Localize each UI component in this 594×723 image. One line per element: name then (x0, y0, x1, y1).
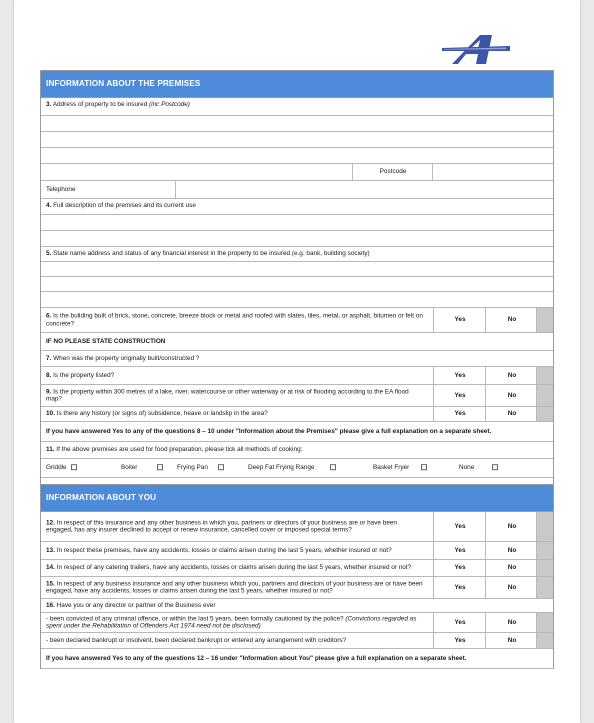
q6-row (41, 308, 553, 333)
q7-text: When was the property originally built/constructed ? (51, 354, 200, 362)
q11-row (41, 442, 553, 459)
q8-row (41, 367, 553, 385)
description-line-1[interactable] (41, 215, 553, 231)
basket-fryer-checkbox[interactable] (421, 465, 427, 471)
if-no-construction-label: IF NO PLEASE STATE CONSTRUCTION (46, 337, 166, 345)
q16-row (41, 599, 553, 613)
q12-no-option[interactable]: No (485, 512, 538, 541)
q4-number: 4. (46, 202, 52, 209)
q10-yes-option[interactable]: Yes (433, 407, 486, 421)
q7-row (41, 351, 553, 367)
address-line-3[interactable] (41, 148, 553, 164)
q15-no-option[interactable]: No (485, 577, 538, 598)
postcode-label: Postcode (379, 168, 407, 176)
q6-yes-option[interactable]: Yes (433, 308, 486, 332)
q16b-no-option[interactable]: No (485, 633, 538, 648)
q14-row (41, 560, 553, 577)
q14-no-option[interactable]: No (485, 560, 538, 576)
q15-row (41, 577, 553, 599)
griddle-checkbox[interactable] (71, 465, 77, 471)
q15-yes-option[interactable]: Yes (433, 577, 486, 598)
q8-text: Is the property listed? (51, 371, 115, 379)
telephone-label: Telephone (46, 185, 76, 193)
q12-text: In respect of this insurance and any other business in which you, partners or directors of your business are or have been engaged, has any insurer declined to accept or renew insurance, cancelled cover or imposed special terms? (46, 518, 397, 534)
q14-yes-option[interactable]: Yes (433, 560, 486, 576)
q5-text: State name address and status of any financial interest in the property to be insured (e.g. bank, building society) (51, 250, 370, 257)
q12-row (41, 512, 553, 542)
q13-row (41, 542, 553, 560)
q10-no-option[interactable]: No (485, 407, 538, 421)
frying-pan-checkbox[interactable] (218, 465, 224, 471)
q10-row (41, 407, 553, 422)
q6-no-option[interactable]: No (485, 308, 538, 332)
q3-text: Address of property to be insured (51, 101, 150, 108)
q11-text: If the above premises are used for food preparation, please tick all methods of cooking: (54, 446, 303, 454)
q7-number: 7. (46, 354, 52, 362)
q15-text: In respect of any business insurance and any other business which you, partners and directors of your business are or have been engaged, have any accidents, losses or claims arisen during the last 5 years, whether insured or not? (46, 579, 423, 595)
cooking-methods-row (41, 459, 553, 478)
telephone-row (41, 181, 553, 199)
q8-yes-option[interactable]: Yes (433, 367, 486, 384)
q16a-spent-convictions-note: (Convictions regarded as spent under the Rehabilitation of Offenders Act 1974 need not be disclosed) (46, 614, 417, 630)
q16a-row (41, 613, 553, 633)
q12-number: 12. (46, 518, 55, 526)
premises-note-row (41, 422, 553, 442)
premises-explanation-note: If you have answered Yes to any of the questions 8 – 10 under "Information about the Premises" please give a full explanation on a separate sheet. (46, 427, 492, 435)
address-line-1[interactable] (41, 116, 553, 132)
q14-number: 14. (46, 564, 55, 572)
cooking-boiler: Boiler (121, 464, 163, 472)
cooking-none: None (459, 464, 498, 472)
you-explanation-note: If you have answered Yes to any of the questions 12 – 16 under "Information about You" please give a full explanation on a separate sheet. (46, 654, 467, 662)
form-page (14, 0, 580, 723)
postcode-row (41, 164, 553, 181)
q13-text: In respect these premises, have any accidents, losses or claims arisen during the last 5 years, whether insured or not? (54, 546, 392, 554)
q13-no-option[interactable]: No (485, 542, 538, 559)
q16a-yes-option[interactable]: Yes (433, 613, 486, 632)
address-line-2[interactable] (41, 132, 553, 148)
q3-number: 3. (46, 101, 52, 108)
q10-text: Is there any history (or signs of) subsidence, heave or landslip in the area? (54, 410, 268, 418)
q12-yes-option[interactable]: Yes (433, 512, 486, 541)
q10-number: 10. (46, 410, 55, 418)
none-checkbox[interactable] (492, 465, 498, 471)
interest-line-2[interactable] (41, 277, 553, 292)
q9-row (41, 385, 553, 407)
q9-number: 9. (46, 387, 52, 395)
q15-number: 15. (46, 579, 55, 587)
q16a-no-option[interactable]: No (485, 613, 538, 632)
q8-number: 8. (46, 371, 52, 379)
deep-fat-frying-range-checkbox[interactable] (330, 465, 336, 471)
q16-number: 16. (46, 601, 55, 609)
q3-row (41, 98, 553, 116)
q9-yes-option[interactable]: Yes (433, 385, 486, 406)
q9-text: Is the property within 300 metres of a lake, river, watercourse or other waterway or at risk of flooding according to the EA flood map? (46, 387, 409, 403)
q11-number: 11. (46, 446, 55, 454)
q6-number: 6. (46, 312, 52, 320)
q16a-text: - been convicted of any criminal offence, or within the last 5 years, been formally cautioned by the police? (46, 614, 344, 622)
q5-row (41, 247, 553, 262)
q13-yes-option[interactable]: Yes (433, 542, 486, 559)
postcode-field[interactable] (432, 164, 553, 180)
q5-number: 5. (46, 250, 52, 257)
cooking-deep-fat-frying-range: Deep Fat Frying Range (248, 464, 336, 472)
construction-row (41, 333, 553, 351)
q16-text: Have you or any director or partner of the Business ever (54, 601, 216, 609)
q9-no-option[interactable]: No (485, 385, 538, 406)
you-section-header: INFORMATION ABOUT YOU (41, 484, 553, 512)
q8-no-option[interactable]: No (485, 367, 538, 384)
stylized-a-logo-icon (440, 30, 510, 68)
telephone-field[interactable] (175, 181, 553, 198)
cooking-griddle: Griddle (46, 464, 77, 472)
description-line-2[interactable] (41, 231, 553, 247)
q16b-text: - been declared bankrupt or insolvent, been declared bankrupt or entered any arrangement with creditors? (46, 636, 347, 644)
q16b-yes-option[interactable]: Yes (433, 633, 486, 648)
q4-row (41, 199, 553, 215)
premises-section-header: INFORMATION ABOUT THE PREMISES (41, 70, 553, 98)
interest-line-3[interactable] (41, 292, 553, 308)
q3-postcode-hint: (inc Postcode) (149, 101, 190, 108)
interest-line-1[interactable] (41, 262, 553, 277)
q14-text: In respect of any catering trailers, have any accidents, losses or claims arisen during the last 5 years, whether insured or not? (54, 564, 412, 572)
cooking-frying-pan: Frying Pan (177, 464, 224, 472)
you-note-row (41, 649, 553, 669)
q6-text: Is the building built of brick, stone, concrete, breeze block or metal and roofed with slates, tiles, metal, or asphalt, bitumen or felt on concrete? (46, 312, 423, 327)
insurance-form (40, 70, 554, 669)
q13-number: 13. (46, 546, 55, 554)
boiler-checkbox[interactable] (157, 465, 163, 471)
q16b-row (41, 633, 553, 649)
q4-text: Full description of the premises and its current use (51, 202, 196, 209)
cooking-basket-fryer: Basket Fryer (373, 464, 427, 472)
